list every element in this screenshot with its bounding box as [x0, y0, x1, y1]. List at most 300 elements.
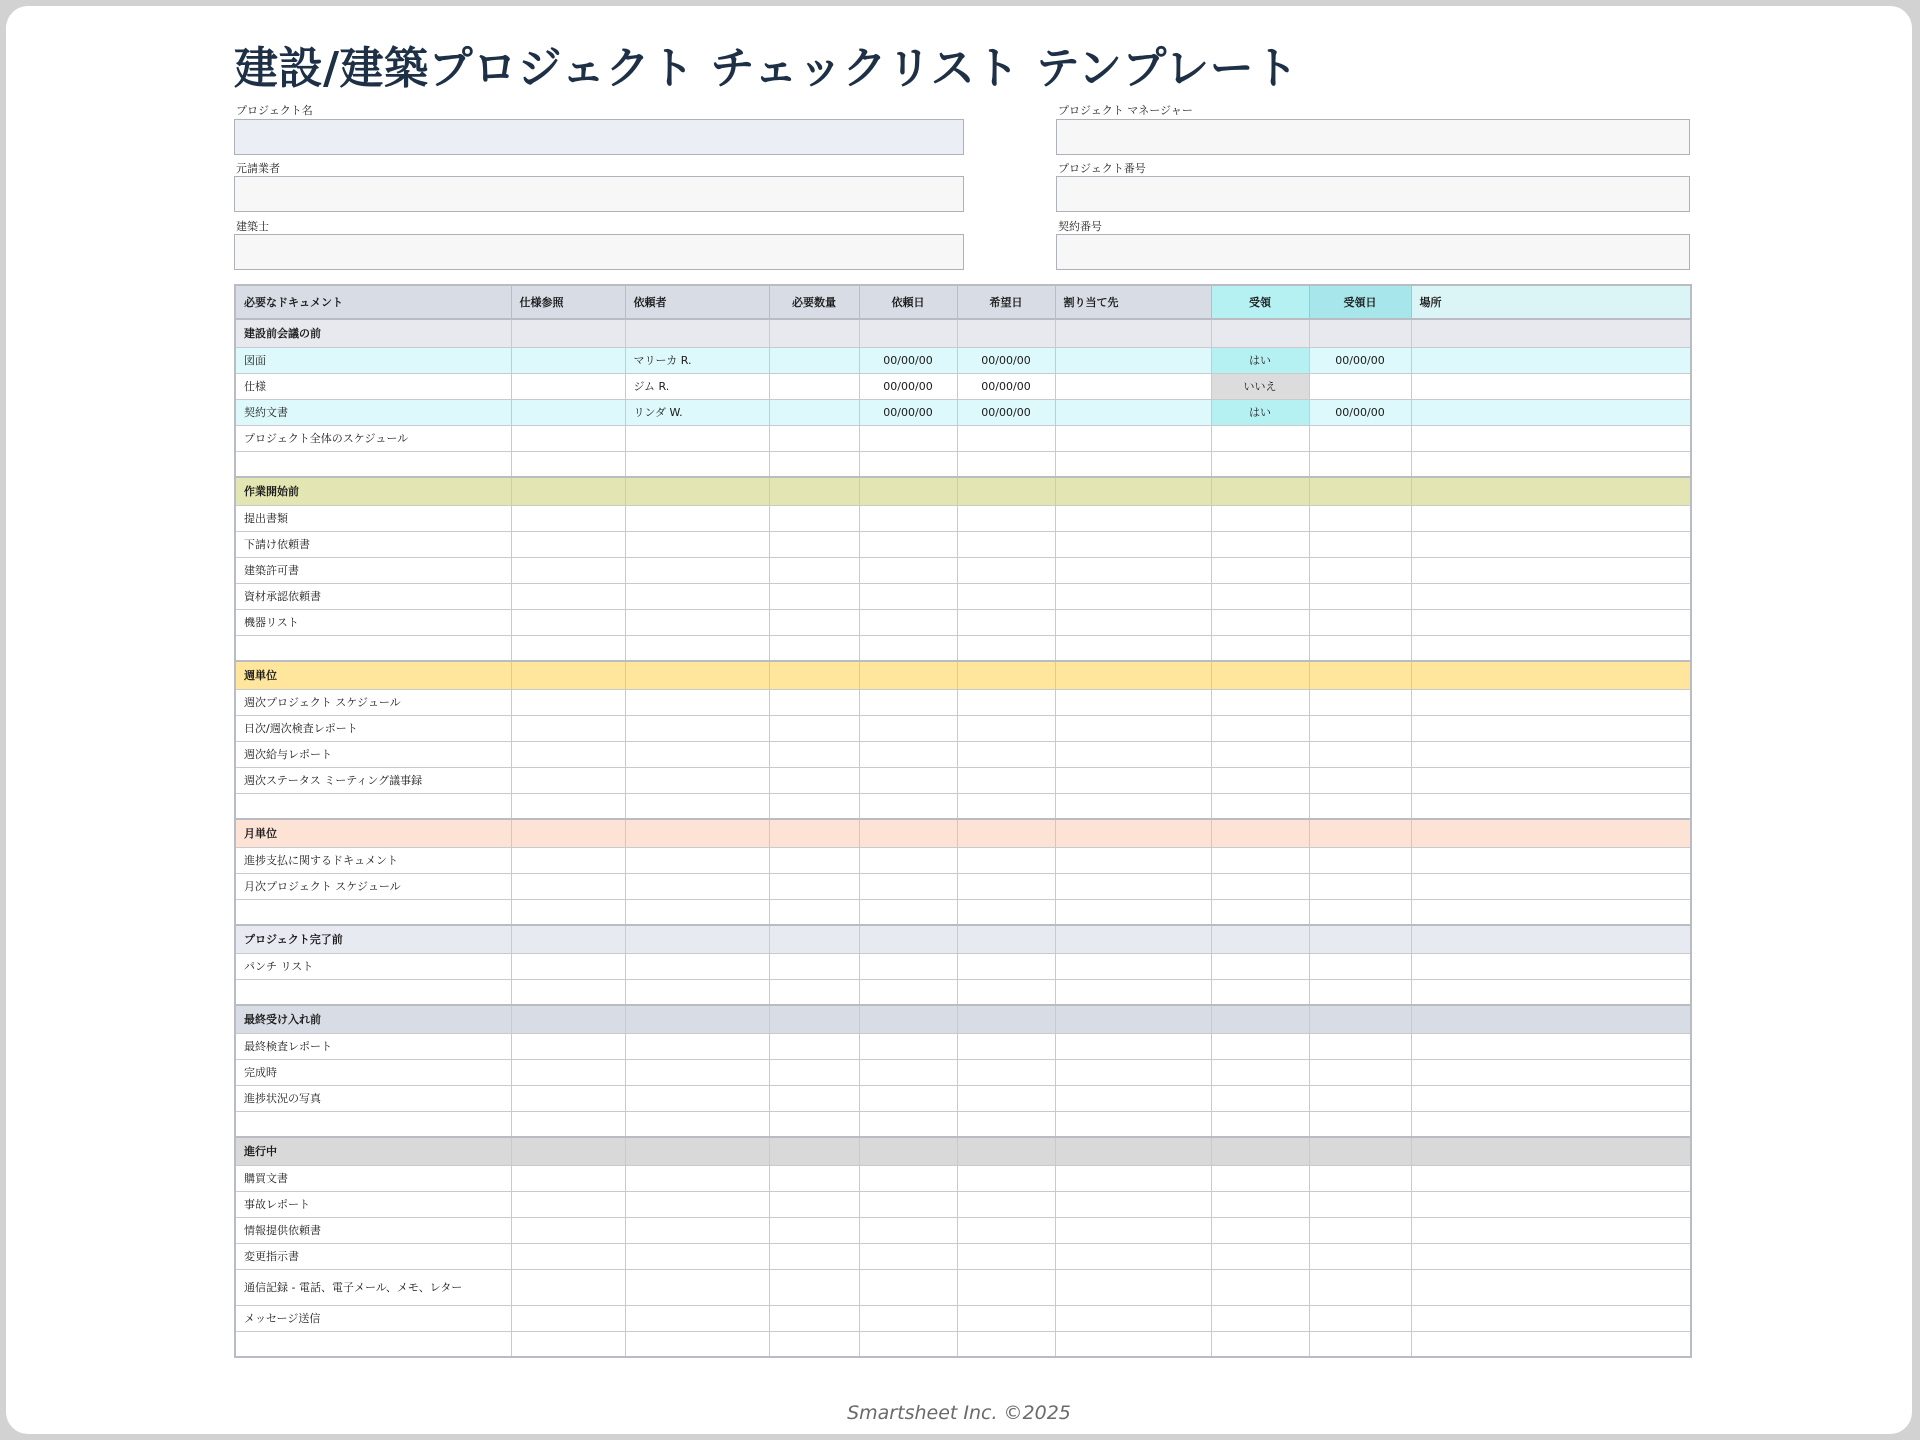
requester-cell[interactable] — [625, 1085, 769, 1111]
due-date-cell[interactable] — [957, 979, 1055, 1005]
received-cell[interactable] — [1211, 1305, 1309, 1331]
spec-ref-cell[interactable] — [511, 1243, 625, 1269]
received-cell[interactable] — [1211, 767, 1309, 793]
requester-cell[interactable] — [625, 557, 769, 583]
received-cell[interactable] — [1211, 557, 1309, 583]
quantity-cell[interactable] — [769, 1217, 859, 1243]
contract-number-field[interactable] — [1056, 234, 1690, 270]
assignee-cell[interactable] — [1055, 741, 1211, 767]
request-date-cell[interactable] — [859, 1111, 957, 1137]
spec-ref-cell[interactable] — [511, 451, 625, 477]
request-date-cell[interactable] — [859, 979, 957, 1005]
received-cell[interactable] — [1211, 1269, 1309, 1305]
assignee-cell[interactable] — [1055, 609, 1211, 635]
quantity-cell[interactable] — [769, 505, 859, 531]
assignee-cell[interactable] — [1055, 1111, 1211, 1137]
received-cell[interactable] — [1211, 953, 1309, 979]
due-date-cell[interactable] — [957, 873, 1055, 899]
due-date-cell[interactable] — [957, 1217, 1055, 1243]
received-date-cell[interactable] — [1309, 1191, 1411, 1217]
quantity-cell[interactable] — [769, 1033, 859, 1059]
due-date-cell[interactable] — [957, 1111, 1055, 1137]
received-date-cell[interactable] — [1309, 557, 1411, 583]
due-date-cell[interactable] — [957, 689, 1055, 715]
due-date-cell[interactable]: 00/00/00 — [957, 399, 1055, 425]
spec-ref-cell[interactable] — [511, 1217, 625, 1243]
quantity-cell[interactable] — [769, 873, 859, 899]
received-date-cell[interactable] — [1309, 899, 1411, 925]
assignee-cell[interactable] — [1055, 373, 1211, 399]
received-cell[interactable]: はい — [1211, 347, 1309, 373]
requester-cell[interactable] — [625, 1033, 769, 1059]
assignee-cell[interactable] — [1055, 1165, 1211, 1191]
spec-ref-cell[interactable] — [511, 1305, 625, 1331]
assignee-cell[interactable] — [1055, 505, 1211, 531]
assignee-cell[interactable] — [1055, 689, 1211, 715]
received-cell[interactable] — [1211, 793, 1309, 819]
spec-ref-cell[interactable] — [511, 715, 625, 741]
assignee-cell[interactable] — [1055, 715, 1211, 741]
location-cell[interactable] — [1411, 1033, 1691, 1059]
due-date-cell[interactable] — [957, 609, 1055, 635]
requester-cell[interactable] — [625, 1217, 769, 1243]
quantity-cell[interactable] — [769, 847, 859, 873]
requester-cell[interactable] — [625, 583, 769, 609]
received-cell[interactable] — [1211, 847, 1309, 873]
received-cell[interactable] — [1211, 715, 1309, 741]
received-date-cell[interactable] — [1309, 1085, 1411, 1111]
received-date-cell[interactable]: 00/00/00 — [1309, 347, 1411, 373]
received-date-cell[interactable] — [1309, 953, 1411, 979]
section-cell — [1211, 925, 1309, 953]
assignee-cell[interactable] — [1055, 557, 1211, 583]
location-cell[interactable] — [1411, 899, 1691, 925]
location-cell[interactable] — [1411, 531, 1691, 557]
location-cell[interactable] — [1411, 609, 1691, 635]
assignee-cell[interactable] — [1055, 347, 1211, 373]
spec-ref-cell[interactable] — [511, 557, 625, 583]
quantity-cell[interactable] — [769, 953, 859, 979]
requester-cell[interactable] — [625, 847, 769, 873]
received-date-cell[interactable] — [1309, 583, 1411, 609]
due-date-cell[interactable] — [957, 531, 1055, 557]
request-date-cell[interactable] — [859, 425, 957, 451]
received-date-cell[interactable] — [1309, 1331, 1411, 1357]
spec-ref-cell[interactable] — [511, 399, 625, 425]
request-date-cell[interactable] — [859, 1059, 957, 1085]
requester-cell[interactable] — [625, 635, 769, 661]
project-manager-field[interactable] — [1056, 119, 1690, 155]
request-date-cell[interactable] — [859, 1305, 957, 1331]
section-cell — [511, 925, 625, 953]
spec-ref-cell[interactable] — [511, 505, 625, 531]
received-date-cell[interactable] — [1309, 1165, 1411, 1191]
requester-cell[interactable] — [625, 1111, 769, 1137]
assignee-cell[interactable] — [1055, 1191, 1211, 1217]
quantity-cell[interactable] — [769, 1085, 859, 1111]
requester-cell[interactable] — [625, 451, 769, 477]
received-cell[interactable] — [1211, 741, 1309, 767]
due-date-cell[interactable] — [957, 1085, 1055, 1111]
location-cell[interactable] — [1411, 1111, 1691, 1137]
assignee-cell[interactable] — [1055, 635, 1211, 661]
location-cell[interactable] — [1411, 715, 1691, 741]
due-date-cell[interactable] — [957, 767, 1055, 793]
location-cell[interactable] — [1411, 1217, 1691, 1243]
assignee-cell[interactable] — [1055, 1033, 1211, 1059]
received-cell[interactable] — [1211, 1033, 1309, 1059]
quantity-cell[interactable] — [769, 635, 859, 661]
request-date-cell[interactable] — [859, 715, 957, 741]
location-cell[interactable] — [1411, 557, 1691, 583]
requester-cell[interactable]: ジム R. — [625, 373, 769, 399]
due-date-cell[interactable] — [957, 847, 1055, 873]
spec-ref-cell[interactable] — [511, 689, 625, 715]
architect-field[interactable] — [234, 234, 964, 270]
quantity-cell[interactable] — [769, 1165, 859, 1191]
request-date-cell[interactable] — [859, 1165, 957, 1191]
spec-ref-cell[interactable] — [511, 953, 625, 979]
requester-cell[interactable] — [625, 1331, 769, 1357]
quantity-cell[interactable] — [769, 583, 859, 609]
assignee-cell[interactable] — [1055, 899, 1211, 925]
requester-cell[interactable] — [625, 979, 769, 1005]
request-date-cell[interactable] — [859, 1269, 957, 1305]
quantity-cell[interactable] — [769, 1243, 859, 1269]
received-date-cell[interactable] — [1309, 767, 1411, 793]
quantity-cell[interactable] — [769, 741, 859, 767]
received-date-cell[interactable] — [1309, 847, 1411, 873]
request-date-cell[interactable] — [859, 1191, 957, 1217]
requester-cell[interactable] — [625, 873, 769, 899]
spec-ref-cell[interactable] — [511, 899, 625, 925]
quantity-cell[interactable] — [769, 1305, 859, 1331]
received-date-cell[interactable] — [1309, 1059, 1411, 1085]
spec-ref-cell[interactable] — [511, 873, 625, 899]
spec-ref-cell[interactable] — [511, 373, 625, 399]
spec-ref-cell[interactable] — [511, 609, 625, 635]
assignee-cell[interactable] — [1055, 1243, 1211, 1269]
assignee-cell[interactable] — [1055, 1269, 1211, 1305]
received-date-cell[interactable] — [1309, 1269, 1411, 1305]
quantity-cell[interactable] — [769, 1331, 859, 1357]
location-cell[interactable] — [1411, 373, 1691, 399]
request-date-cell[interactable] — [859, 1331, 957, 1357]
received-date-cell[interactable]: 00/00/00 — [1309, 399, 1411, 425]
assignee-cell[interactable] — [1055, 979, 1211, 1005]
assignee-cell[interactable] — [1055, 1305, 1211, 1331]
assignee-cell[interactable] — [1055, 425, 1211, 451]
requester-cell[interactable] — [625, 1305, 769, 1331]
document-cell — [235, 451, 511, 477]
due-date-cell[interactable] — [957, 793, 1055, 819]
spec-ref-cell[interactable] — [511, 979, 625, 1005]
requester-cell[interactable] — [625, 767, 769, 793]
request-date-cell[interactable]: 00/00/00 — [859, 347, 957, 373]
requester-cell[interactable]: リンダ W. — [625, 399, 769, 425]
due-date-cell[interactable] — [957, 557, 1055, 583]
request-date-cell[interactable] — [859, 899, 957, 925]
request-date-cell[interactable] — [859, 505, 957, 531]
due-date-cell[interactable] — [957, 583, 1055, 609]
section-cell — [859, 661, 957, 689]
due-date-cell[interactable] — [957, 425, 1055, 451]
location-cell[interactable] — [1411, 873, 1691, 899]
received-date-cell[interactable] — [1309, 741, 1411, 767]
received-cell[interactable] — [1211, 1331, 1309, 1357]
received-date-cell[interactable] — [1309, 1305, 1411, 1331]
spec-ref-cell[interactable] — [511, 635, 625, 661]
request-date-cell[interactable] — [859, 741, 957, 767]
quantity-cell[interactable] — [769, 793, 859, 819]
location-cell[interactable] — [1411, 953, 1691, 979]
spec-ref-cell[interactable] — [511, 767, 625, 793]
due-date-cell[interactable] — [957, 1305, 1055, 1331]
assignee-cell[interactable] — [1055, 1085, 1211, 1111]
due-date-cell[interactable] — [957, 505, 1055, 531]
location-cell[interactable] — [1411, 505, 1691, 531]
requester-cell[interactable] — [625, 609, 769, 635]
assignee-cell[interactable] — [1055, 847, 1211, 873]
request-date-cell[interactable] — [859, 635, 957, 661]
due-date-cell[interactable] — [957, 1165, 1055, 1191]
quantity-cell[interactable] — [769, 715, 859, 741]
received-date-cell[interactable] — [1309, 873, 1411, 899]
location-cell[interactable] — [1411, 767, 1691, 793]
contractor-field[interactable] — [234, 176, 964, 212]
requester-cell[interactable] — [625, 953, 769, 979]
request-date-cell[interactable] — [859, 557, 957, 583]
assignee-cell[interactable] — [1055, 399, 1211, 425]
quantity-cell[interactable] — [769, 1269, 859, 1305]
received-date-cell[interactable] — [1309, 1111, 1411, 1137]
assignee-cell[interactable] — [1055, 583, 1211, 609]
due-date-cell[interactable] — [957, 451, 1055, 477]
requester-cell[interactable] — [625, 1269, 769, 1305]
due-date-cell[interactable] — [957, 1243, 1055, 1269]
received-cell[interactable] — [1211, 979, 1309, 1005]
received-date-cell[interactable] — [1309, 1243, 1411, 1269]
received-date-cell[interactable] — [1309, 1033, 1411, 1059]
request-date-cell[interactable] — [859, 767, 957, 793]
requester-cell[interactable] — [625, 505, 769, 531]
request-date-cell[interactable] — [859, 583, 957, 609]
received-cell[interactable] — [1211, 451, 1309, 477]
received-date-cell[interactable] — [1309, 425, 1411, 451]
request-date-cell[interactable] — [859, 609, 957, 635]
request-date-cell[interactable] — [859, 689, 957, 715]
received-date-cell[interactable] — [1309, 979, 1411, 1005]
spec-ref-cell[interactable] — [511, 1059, 625, 1085]
requester-cell[interactable] — [625, 1059, 769, 1085]
location-cell[interactable] — [1411, 1305, 1691, 1331]
assignee-cell[interactable] — [1055, 873, 1211, 899]
quantity-cell[interactable] — [769, 451, 859, 477]
due-date-cell[interactable] — [957, 715, 1055, 741]
assignee-cell[interactable] — [1055, 1217, 1211, 1243]
requester-cell[interactable] — [625, 531, 769, 557]
request-date-cell[interactable] — [859, 531, 957, 557]
received-date-cell[interactable] — [1309, 689, 1411, 715]
requester-cell[interactable] — [625, 1243, 769, 1269]
due-date-cell[interactable] — [957, 1033, 1055, 1059]
assignee-cell[interactable] — [1055, 953, 1211, 979]
project-name-field[interactable] — [234, 119, 964, 155]
quantity-cell[interactable] — [769, 689, 859, 715]
location-cell[interactable] — [1411, 793, 1691, 819]
assignee-cell[interactable] — [1055, 793, 1211, 819]
due-date-cell[interactable] — [957, 635, 1055, 661]
quantity-cell[interactable] — [769, 1059, 859, 1085]
spec-ref-cell[interactable] — [511, 1033, 625, 1059]
received-date-cell[interactable] — [1309, 373, 1411, 399]
spec-ref-cell[interactable] — [511, 741, 625, 767]
spec-ref-cell[interactable] — [511, 583, 625, 609]
received-date-cell[interactable] — [1309, 531, 1411, 557]
received-cell[interactable] — [1211, 1165, 1309, 1191]
received-date-cell[interactable] — [1309, 451, 1411, 477]
location-cell[interactable] — [1411, 635, 1691, 661]
assignee-cell[interactable] — [1055, 531, 1211, 557]
quantity-cell[interactable] — [769, 399, 859, 425]
request-date-cell[interactable] — [859, 953, 957, 979]
assignee-cell[interactable] — [1055, 767, 1211, 793]
quantity-cell[interactable] — [769, 1111, 859, 1137]
spec-ref-cell[interactable] — [511, 1111, 625, 1137]
spec-ref-cell[interactable] — [511, 847, 625, 873]
quantity-cell[interactable] — [769, 557, 859, 583]
due-date-cell[interactable] — [957, 899, 1055, 925]
request-date-cell[interactable] — [859, 1217, 957, 1243]
received-cell[interactable] — [1211, 635, 1309, 661]
received-cell[interactable] — [1211, 583, 1309, 609]
location-cell[interactable] — [1411, 1243, 1691, 1269]
location-cell[interactable] — [1411, 741, 1691, 767]
requester-cell[interactable] — [625, 715, 769, 741]
due-date-cell[interactable] — [957, 953, 1055, 979]
received-cell[interactable] — [1211, 1085, 1309, 1111]
request-date-cell[interactable] — [859, 873, 957, 899]
quantity-cell[interactable] — [769, 767, 859, 793]
spec-ref-cell[interactable] — [511, 347, 625, 373]
received-cell[interactable] — [1211, 505, 1309, 531]
request-date-cell[interactable]: 00/00/00 — [859, 373, 957, 399]
spec-ref-cell[interactable] — [511, 1085, 625, 1111]
due-date-cell[interactable] — [957, 1059, 1055, 1085]
requester-cell[interactable]: マリーカ R. — [625, 347, 769, 373]
request-date-cell[interactable] — [859, 793, 957, 819]
location-cell[interactable] — [1411, 451, 1691, 477]
section-header-row — [235, 925, 1691, 953]
location-cell[interactable] — [1411, 583, 1691, 609]
spec-ref-cell[interactable] — [511, 1269, 625, 1305]
requester-cell[interactable] — [625, 1191, 769, 1217]
location-cell[interactable] — [1411, 1331, 1691, 1357]
requester-cell[interactable] — [625, 425, 769, 451]
due-date-cell[interactable] — [957, 1331, 1055, 1357]
spec-ref-cell[interactable] — [511, 1191, 625, 1217]
requester-cell[interactable] — [625, 741, 769, 767]
received-cell[interactable] — [1211, 425, 1309, 451]
received-date-cell[interactable] — [1309, 1217, 1411, 1243]
received-cell[interactable] — [1211, 1191, 1309, 1217]
received-date-cell[interactable] — [1309, 715, 1411, 741]
location-cell[interactable] — [1411, 1165, 1691, 1191]
received-cell[interactable] — [1211, 1111, 1309, 1137]
assignee-cell[interactable] — [1055, 451, 1211, 477]
received-cell[interactable]: いいえ — [1211, 373, 1309, 399]
spec-ref-cell[interactable] — [511, 531, 625, 557]
requester-cell[interactable] — [625, 793, 769, 819]
quantity-cell[interactable] — [769, 1191, 859, 1217]
spec-ref-cell[interactable] — [511, 425, 625, 451]
received-cell[interactable] — [1211, 1059, 1309, 1085]
quantity-cell[interactable] — [769, 347, 859, 373]
requester-cell[interactable] — [625, 689, 769, 715]
quantity-cell[interactable] — [769, 609, 859, 635]
location-cell[interactable] — [1411, 1269, 1691, 1305]
received-cell[interactable] — [1211, 873, 1309, 899]
requester-cell[interactable] — [625, 899, 769, 925]
received-cell[interactable] — [1211, 1243, 1309, 1269]
request-date-cell[interactable] — [859, 1085, 957, 1111]
received-cell[interactable] — [1211, 609, 1309, 635]
spec-ref-cell[interactable] — [511, 1331, 625, 1357]
received-date-cell[interactable] — [1309, 505, 1411, 531]
due-date-cell[interactable] — [957, 1191, 1055, 1217]
received-cell[interactable] — [1211, 1217, 1309, 1243]
quantity-cell[interactable] — [769, 899, 859, 925]
location-cell[interactable] — [1411, 1191, 1691, 1217]
quantity-cell[interactable] — [769, 531, 859, 557]
received-date-cell[interactable] — [1309, 635, 1411, 661]
requester-cell[interactable] — [625, 1165, 769, 1191]
location-cell[interactable] — [1411, 689, 1691, 715]
location-cell[interactable] — [1411, 1059, 1691, 1085]
assignee-cell[interactable] — [1055, 1059, 1211, 1085]
due-date-cell[interactable]: 00/00/00 — [957, 373, 1055, 399]
request-date-cell[interactable] — [859, 847, 957, 873]
received-cell[interactable]: はい — [1211, 399, 1309, 425]
project-number-field[interactable] — [1056, 176, 1690, 212]
location-cell[interactable] — [1411, 979, 1691, 1005]
spec-ref-cell[interactable] — [511, 1165, 625, 1191]
quantity-cell[interactable] — [769, 373, 859, 399]
received-cell[interactable] — [1211, 689, 1309, 715]
request-date-cell[interactable] — [859, 451, 957, 477]
due-date-cell[interactable] — [957, 741, 1055, 767]
request-date-cell[interactable] — [859, 1243, 957, 1269]
quantity-cell[interactable] — [769, 979, 859, 1005]
received-cell[interactable] — [1211, 899, 1309, 925]
assignee-cell[interactable] — [1055, 1331, 1211, 1357]
quantity-cell[interactable] — [769, 425, 859, 451]
received-date-cell[interactable] — [1309, 609, 1411, 635]
location-cell[interactable] — [1411, 399, 1691, 425]
request-date-cell[interactable] — [859, 1033, 957, 1059]
due-date-cell[interactable]: 00/00/00 — [957, 347, 1055, 373]
spec-ref-cell[interactable] — [511, 793, 625, 819]
location-cell[interactable] — [1411, 425, 1691, 451]
location-cell[interactable] — [1411, 847, 1691, 873]
due-date-cell[interactable] — [957, 1269, 1055, 1305]
location-cell[interactable] — [1411, 1085, 1691, 1111]
location-cell[interactable] — [1411, 347, 1691, 373]
received-date-cell[interactable] — [1309, 793, 1411, 819]
table-row — [235, 1059, 1691, 1085]
received-cell[interactable] — [1211, 531, 1309, 557]
request-date-cell[interactable]: 00/00/00 — [859, 399, 957, 425]
